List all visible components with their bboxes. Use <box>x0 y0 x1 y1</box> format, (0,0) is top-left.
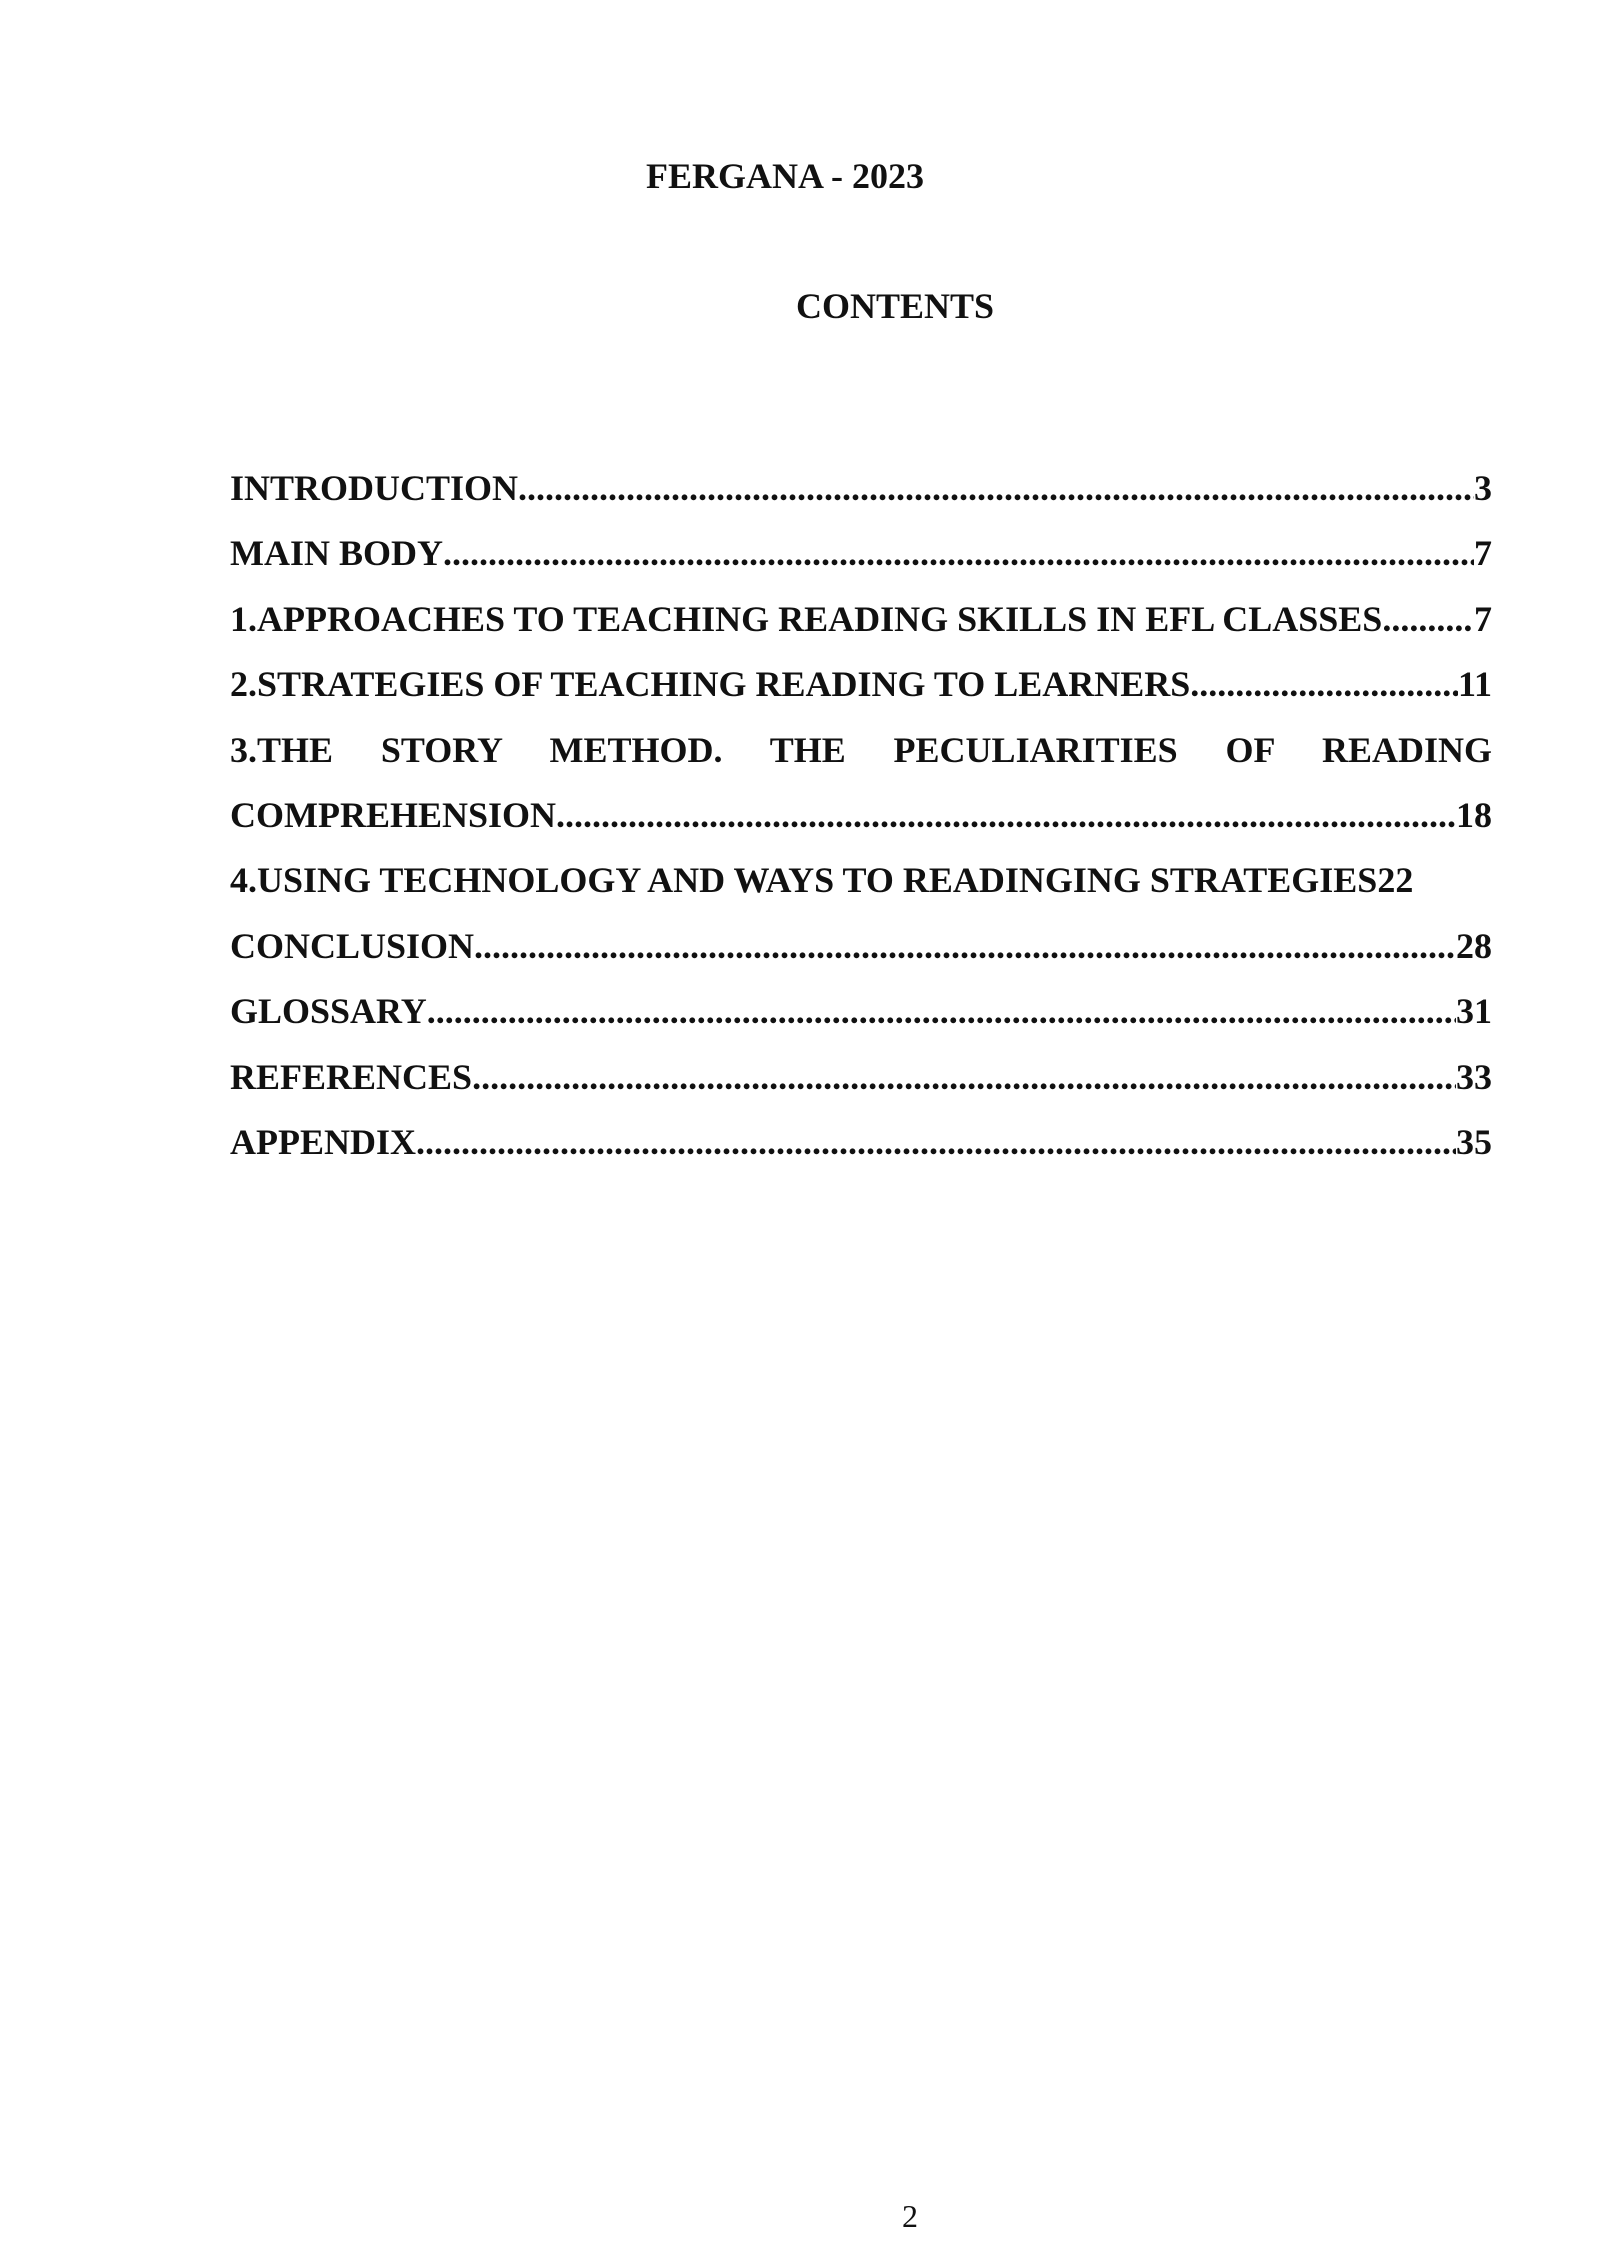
toc-dot-leader <box>1190 652 1458 717</box>
toc-dot-leader <box>474 914 1456 979</box>
city-year-heading: FERGANA - 2023 <box>646 156 924 196</box>
toc-entry-title: APPENDIX <box>230 1121 416 1162</box>
toc-entry-introduction[interactable] <box>230 456 1492 521</box>
toc-entry-title: GLOSSARY <box>230 991 427 1032</box>
toc-page-number: 18 <box>1456 794 1492 835</box>
toc-entry-title: CONCLUSION <box>230 925 475 966</box>
toc-dot-leader <box>416 1110 1456 1175</box>
toc-entry-title: 2.STRATEGIES OF TEACHING READING TO LEARNERS <box>230 664 1191 705</box>
toc-dot-leader <box>427 979 1456 1044</box>
toc-page-number: 7 <box>1474 598 1492 639</box>
toc-page-number: 31 <box>1456 991 1492 1032</box>
toc-dot-leader <box>443 521 1474 586</box>
toc-entry-title: INTRODUCTION <box>230 468 519 508</box>
toc-entry-references[interactable] <box>230 1045 1492 1110</box>
toc-page-number: 3 <box>1474 468 1492 508</box>
toc-page-number: 33 <box>1456 1056 1492 1097</box>
toc-entry-title: REFERENCES <box>230 1056 473 1097</box>
toc-entry-using-technology[interactable] <box>230 848 1492 913</box>
toc-entry-title: 4.USING TECHNOLOGY AND WAYS TO READINGING STRATEGIES <box>230 860 1378 901</box>
toc-page-number: 22 <box>1377 860 1414 901</box>
table-of-contents <box>230 456 1492 1175</box>
page-number: 2 <box>902 2198 918 2234</box>
toc-dot-leader <box>472 1045 1456 1110</box>
toc-page-number: 7 <box>1474 533 1492 574</box>
toc-entry-title: COMPREHENSION <box>230 794 557 835</box>
contents-title: CONTENTS <box>795 286 995 326</box>
toc-page-number: 35 <box>1456 1121 1492 1162</box>
toc-dot-leader <box>518 456 1474 521</box>
toc-entry-glossary[interactable] <box>230 979 1492 1044</box>
toc-dot-leader <box>556 783 1456 848</box>
toc-entry-strategies[interactable] <box>230 652 1492 717</box>
toc-page-number: 28 <box>1456 925 1492 966</box>
toc-entry-title: MAIN BODY <box>230 533 443 574</box>
toc-page-number: 11 <box>1457 664 1492 705</box>
toc-entry-comprehension[interactable] <box>230 783 1492 848</box>
toc-entry-conclusion[interactable] <box>230 914 1492 979</box>
toc-entry-approaches[interactable] <box>230 587 1492 652</box>
toc-entry-appendix[interactable] <box>230 1110 1492 1175</box>
toc-entry-title: 1.APPROACHES TO TEACHING READING SKILLS IN EFL CLASSES <box>230 598 1383 639</box>
toc-entry-title: 3.THE STORY METHOD. THE PECULIARITIES OF READING <box>230 729 1492 770</box>
toc-entry-story-method[interactable] <box>230 718 1492 783</box>
toc-dot-leader <box>1382 587 1474 652</box>
toc-entry-main-body[interactable] <box>230 521 1492 586</box>
